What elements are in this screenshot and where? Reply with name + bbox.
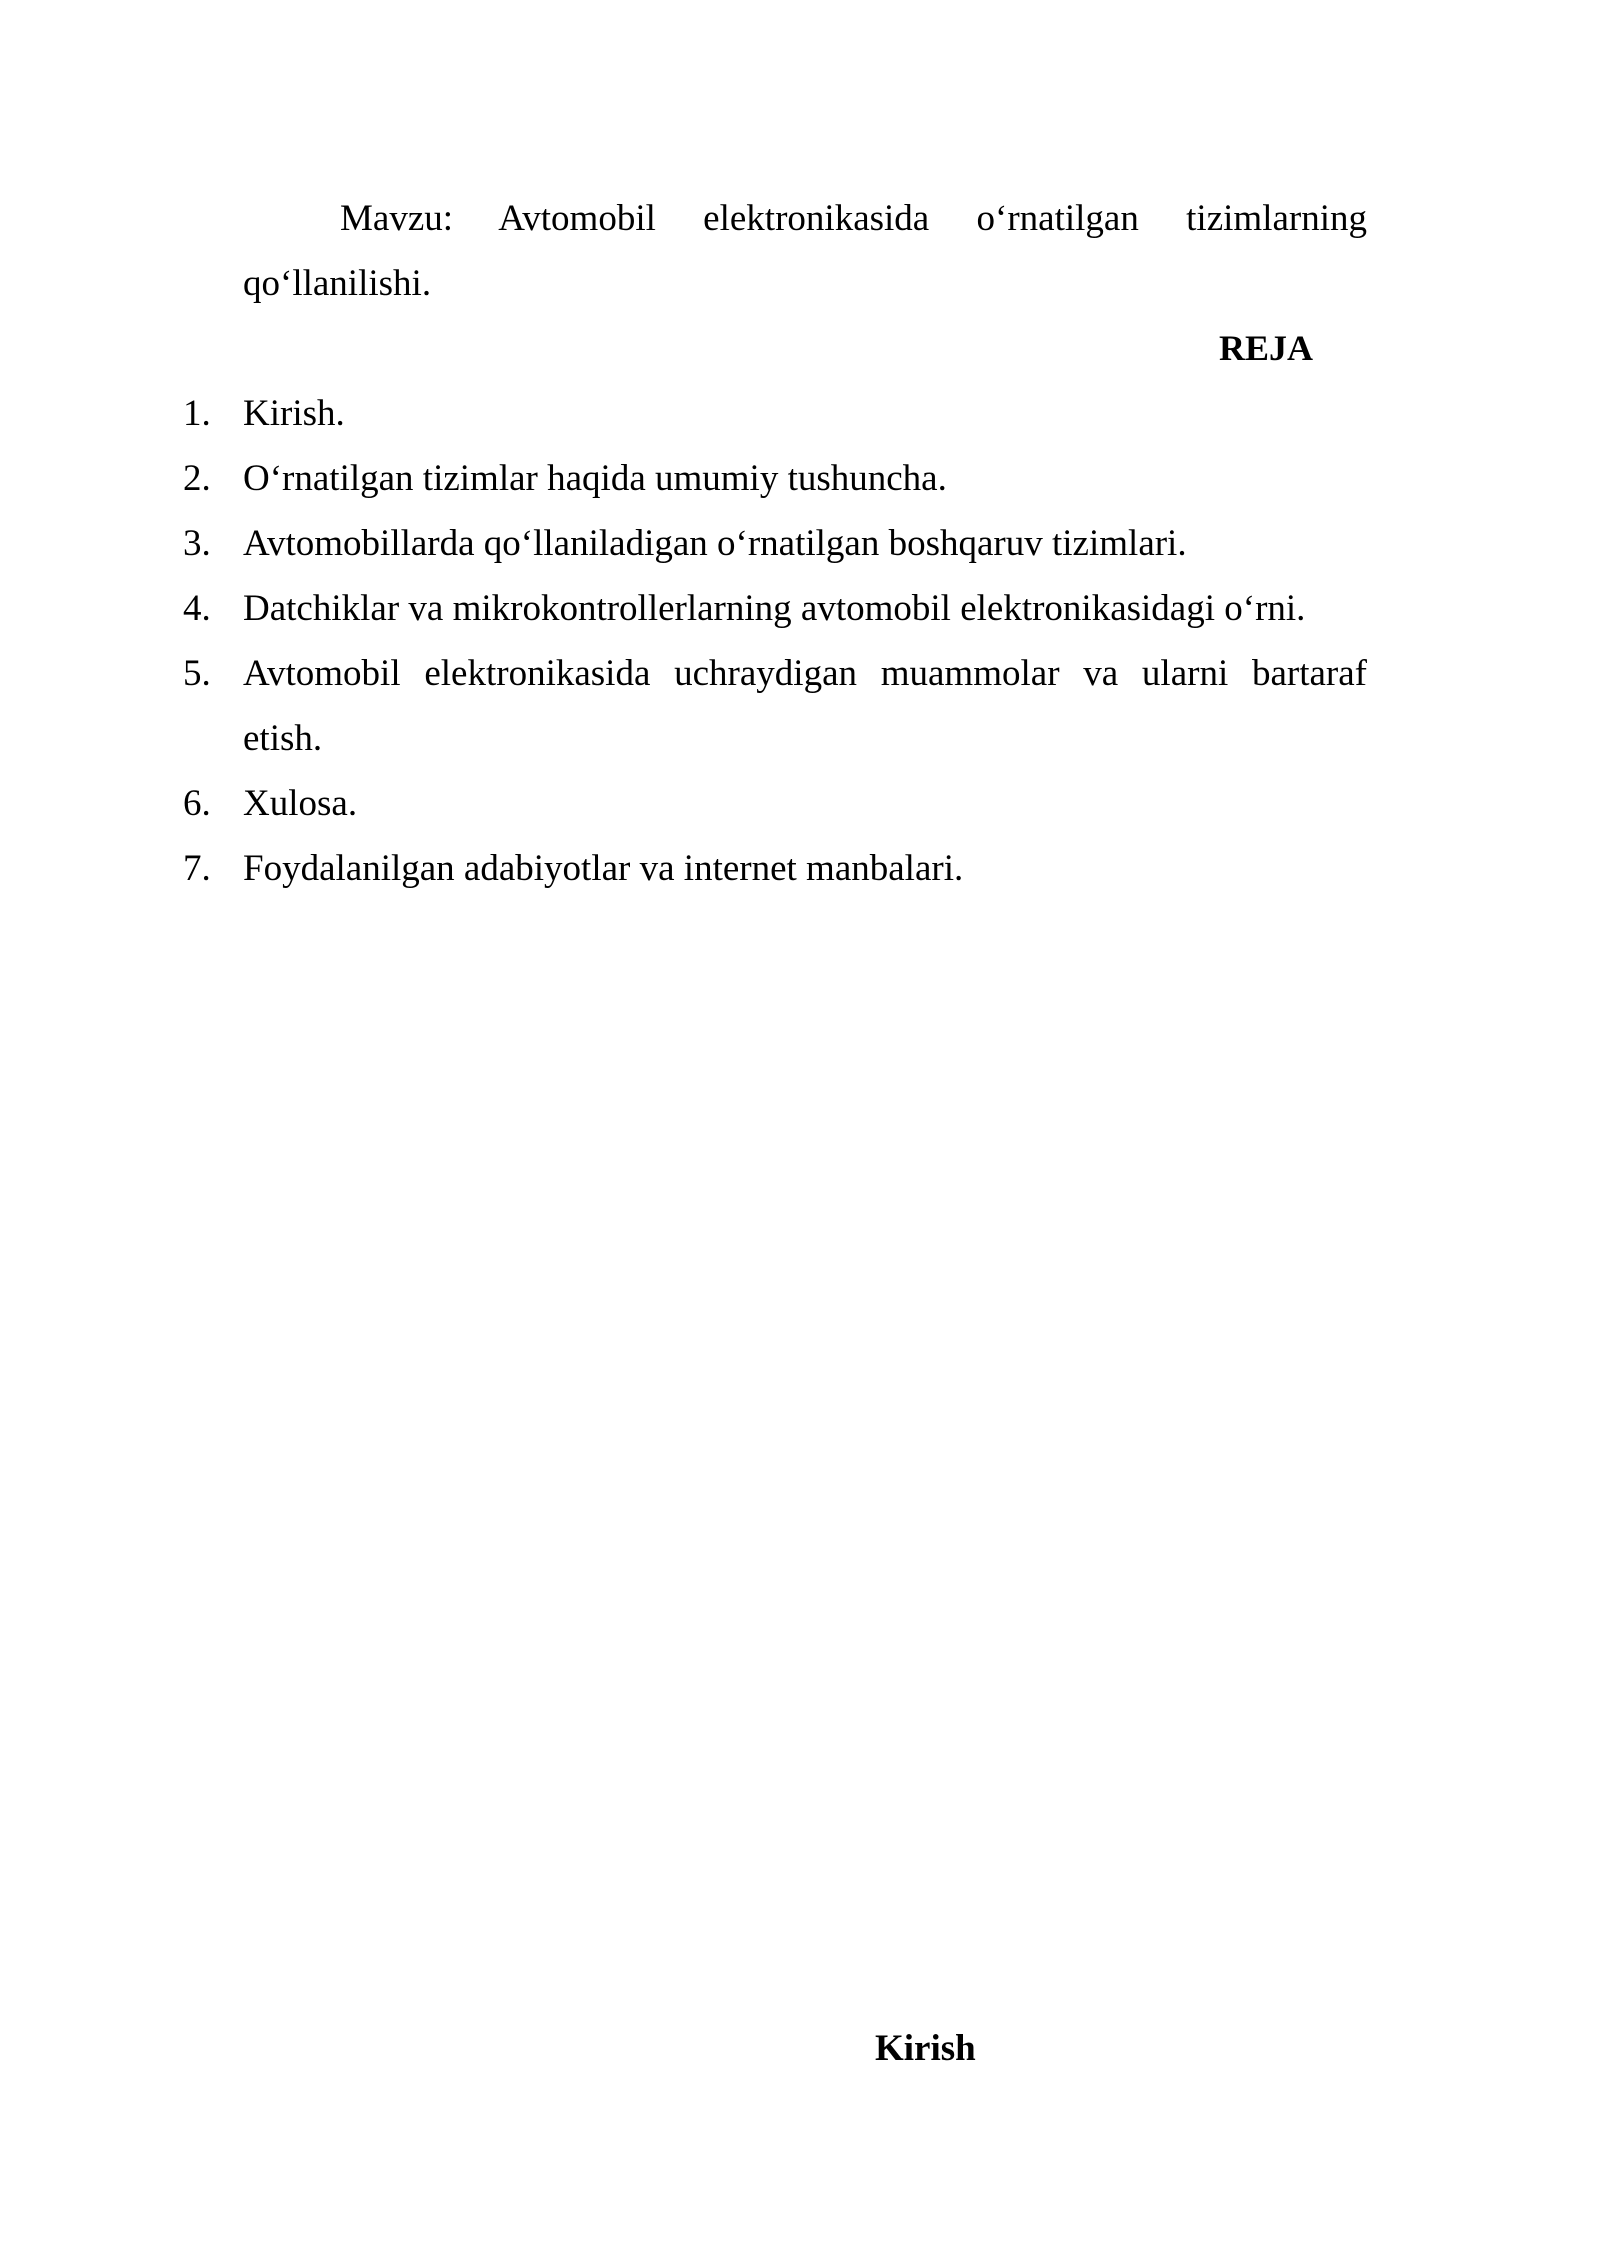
plan-item-text: Kirish. (243, 393, 345, 434)
plan-item-text: Avtomobillarda qo‘llaniladigan o‘rnatilgan boshqaruv tizimlari. (243, 523, 1187, 564)
plan-item-5 (0, 641, 1600, 771)
plan-item-text: Avtomobil elektronikasida uchraydigan muammolar va ularni bartaraf etish. (243, 653, 1367, 759)
plan-item-number: 7. (183, 848, 211, 889)
document-topic: Mavzu: Avtomobil elektronikasida o‘rnatilgan tizimlarning qo‘llanilishi. (243, 198, 1367, 304)
plan-item-2 (0, 446, 1600, 511)
plan-item-number: 2. (183, 458, 211, 499)
plan-item-3 (0, 511, 1600, 576)
plan-item-7 (0, 836, 1600, 901)
plan-item-text: Xulosa. (243, 783, 358, 824)
plan-item-text: Foydalanilgan adabiyotlar va internet manbalari. (243, 848, 964, 889)
plan-item-number: 6. (183, 783, 211, 824)
plan-item-text: O‘rnatilgan tizimlar haqida umumiy tushuncha. (243, 458, 947, 499)
plan-heading: REJA (1219, 328, 1314, 368)
plan-item-4 (0, 576, 1600, 641)
plan-item-number: 4. (183, 588, 211, 629)
plan-item-text: Datchiklar va mikrokontrollerlarning avtomobil elektronikasidagi o‘rni. (243, 588, 1306, 629)
plan-item-number: 1. (183, 393, 211, 434)
plan-list (0, 381, 1600, 901)
plan-item-6 (0, 771, 1600, 836)
plan-item-number: 5. (183, 653, 211, 694)
section-heading-kirish: Kirish (875, 2028, 976, 2069)
plan-item-number: 3. (183, 523, 211, 564)
plan-item-1 (0, 381, 1600, 446)
